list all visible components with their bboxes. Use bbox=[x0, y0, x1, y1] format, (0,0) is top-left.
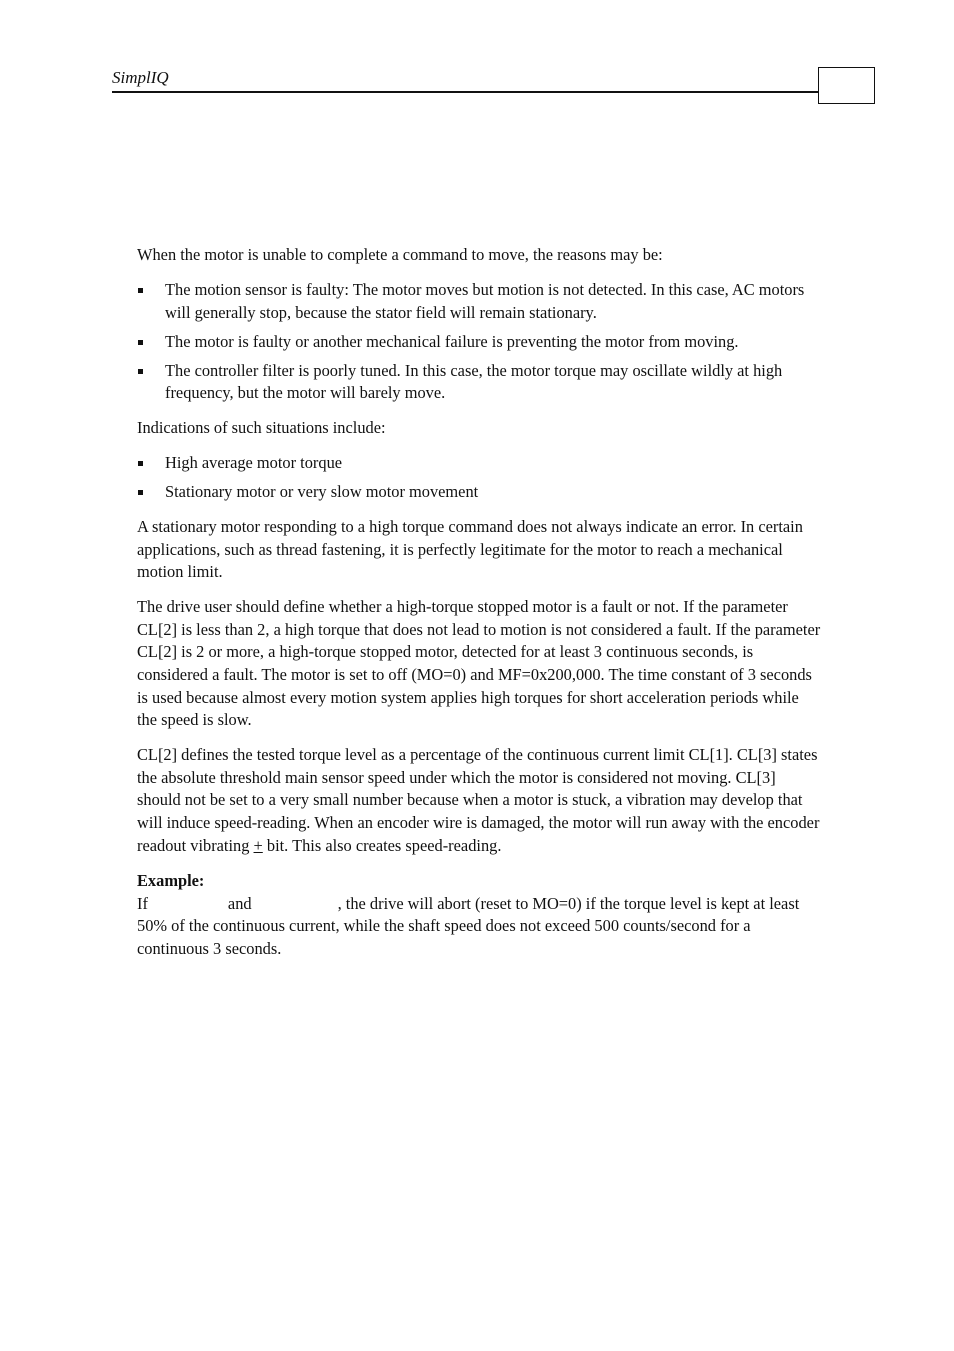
cl-text-start: CL[2] defines the tested torque level as a percentage of the continuous current limit CL[1]. CL[3] states the absolute threshold main sensor speed under which the motor is considered not moving. CL[3] should not be set to a very small number because when a motor is stuck, a vibration may develop that will induce speed-reading. When an encoder wire is damaged, the motor will run away with the encoder readout vibrating bbox=[137, 745, 820, 855]
drive-user-paragraph: The drive user should define whether a high-torque stopped motor is a fault or not. If the parameter CL[2] is less than 2, a high torque that does not lead to motion is not considered a fault. If the parameter CL[2] is 2 or more, a high-torque stopped motor, detected for at least 3 continuous seconds, is considered a fault. The motor is set to off (MO=0) and MF=0x200,000. The time constant of 3 seconds is used because almost every motion system applies high torques for short acceleration periods while the speed is slow. bbox=[137, 597, 821, 730]
list-item bbox=[137, 481, 821, 504]
page-body bbox=[137, 244, 821, 973]
example-heading: Example: bbox=[137, 871, 205, 891]
indications-list bbox=[137, 452, 821, 504]
list-item-text: The motion sensor is faulty: The motor moves but motion is not detected. In this case, AC motors will generally stop, because the stator field will remain stationary. bbox=[165, 279, 805, 322]
list-item bbox=[137, 452, 821, 475]
cl-definition-paragraph bbox=[137, 744, 821, 857]
stationary-motor-paragraph: A stationary motor responding to a high torque command does not always indicate an error. In certain applications, such as thread fastening, it is perfectly legitimate for the motor to reach a mechanical motion limit. bbox=[137, 517, 803, 582]
example-text: , the drive will abort (reset to MO=0) if the torque level is kept at least 50% of the continuous current, while the shaft speed does not exceed 500 counts/second for a continuous 3 seconds. bbox=[137, 893, 800, 958]
list-item bbox=[137, 360, 821, 405]
example-if: If bbox=[137, 893, 148, 913]
bullet-icon bbox=[138, 490, 143, 495]
page-number-box bbox=[818, 67, 875, 104]
list-item-text: High average motor torque bbox=[165, 453, 343, 473]
list-item-text: The motor is faulty or another mechanical failure is preventing the motor from moving. bbox=[165, 331, 739, 351]
plus-minus-sign: + bbox=[253, 835, 263, 855]
intro-paragraph: When the motor is unable to complete a command to move, the reasons may be: bbox=[137, 245, 663, 264]
running-header-title: SimplIQ bbox=[112, 68, 169, 87]
header-rule bbox=[112, 91, 818, 93]
bullet-icon bbox=[138, 340, 143, 345]
example-and: and bbox=[227, 893, 252, 913]
bullet-icon bbox=[138, 461, 143, 466]
list-item bbox=[137, 279, 821, 324]
example-paragraph bbox=[137, 870, 821, 960]
list-item-text: The controller filter is poorly tuned. In this case, the motor torque may oscillate wildly at high frequency, but the motor will barely move. bbox=[165, 360, 783, 403]
bullet-icon bbox=[138, 369, 143, 374]
bullet-icon bbox=[138, 288, 143, 293]
reasons-list bbox=[137, 279, 821, 405]
list-item bbox=[137, 331, 821, 354]
indications-intro: Indications of such situations include: bbox=[137, 418, 386, 438]
cl-text-end: bit. This also creates speed-reading. bbox=[262, 835, 502, 855]
list-item-text: Stationary motor or very slow motor movement bbox=[165, 482, 479, 502]
